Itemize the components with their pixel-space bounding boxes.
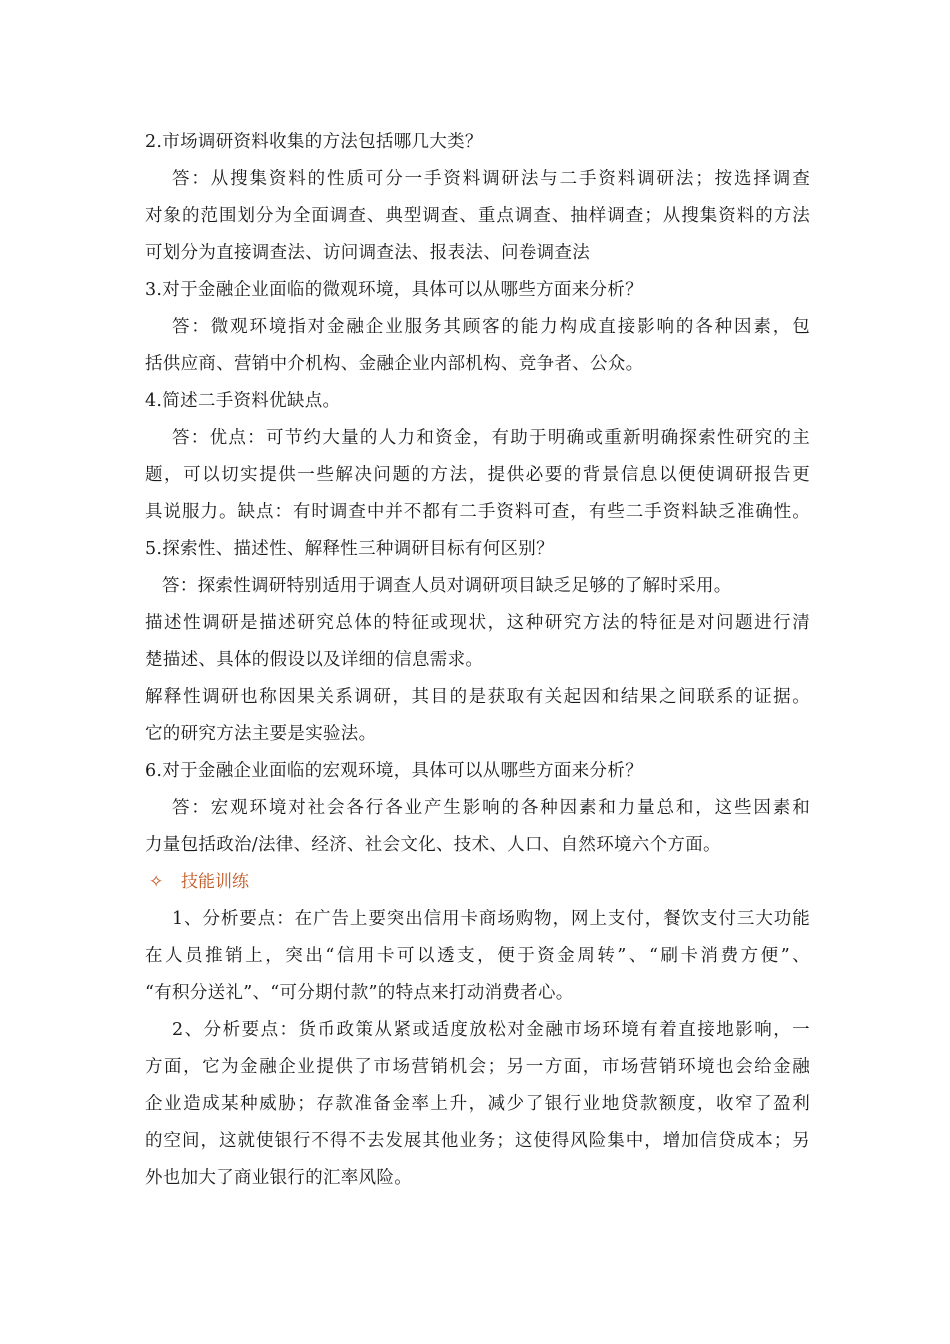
answer-5-line-5: 它的研究方法主要是实验法。	[145, 724, 377, 744]
question-2: 2.市场调研资料收集的方法包括哪几大类？	[145, 132, 483, 152]
answer-3-line-2: 括供应商、营销中介机构、金融企业内部机构、竞争者、公众。	[145, 354, 644, 374]
answer-5-line-4: 解释性调研也称因果关系调研，其目的是获取有关起因和结果之间联系的证据。	[145, 687, 810, 707]
answer-5-line-1: 答：探索性调研特别适用于调查人员对调研项目缺乏足够的了解时采用。	[162, 576, 732, 596]
question-5: 5.探索性、描述性、解释性三种调研目标有何区别？	[145, 539, 554, 559]
answer-2-line-1: 答：从搜集资料的性质可分一手资料调研法与二手资料调研法；按选择调查	[172, 169, 810, 189]
answer-6-line-2: 力量包括政治/法律、经济、社会文化、技术、人口、自然环境六个方面。	[145, 835, 721, 855]
skill-2-line-4: 的空间，这就使银行不得不去发展其他业务；这使得风险集中，增加信贷成本；另	[145, 1131, 810, 1151]
section-title: 技能训练	[181, 872, 249, 892]
question-4: 4.简述二手资料优缺点。	[145, 391, 341, 411]
answer-4-line-2: 题，可以切实提供一些解决问题的方法，提供必要的背景信息以便使调研报告更	[145, 465, 810, 485]
answer-3-line-1: 答：微观环境指对金融企业服务其顾客的能力构成直接影响的各种因素，包	[172, 317, 810, 337]
answer-6-line-1: 答：宏观环境对社会各行各业产生影响的各种因素和力量总和，这些因素和	[172, 798, 810, 818]
skill-2-line-1: 2、分析要点：货币政策从紧或适度放松对金融市场环境有着直接地影响，一	[172, 1020, 810, 1040]
document-page	[145, 124, 810, 1197]
diamond-icon: ✧	[149, 872, 164, 892]
answer-4-line-3: 具说服力。缺点：有时调查中并不都有二手资料可查，有些二手资料缺乏准确性。	[145, 502, 810, 522]
skill-2-line-2: 方面，它为金融企业提供了市场营销机会；另一方面，市场营销环境也会给金融	[145, 1057, 810, 1077]
answer-4-line-1: 答：优点：可节约大量的人力和资金，有助于明确或重新明确探索性研究的主	[172, 428, 810, 448]
skill-1-line-1: 1、分析要点：在广告上要突出信用卡商场购物，网上支付，餐饮支付三大功能	[172, 909, 810, 929]
answer-5-line-3: 楚描述、具体的假设以及详细的信息需求。	[145, 650, 484, 670]
skill-1-line-3: “有积分送礼”、“可分期付款”的特点来打动消费者心。	[145, 983, 574, 1003]
answer-5-line-2: 描述性调研是描述研究总体的特征或现状，这种研究方法的特征是对问题进行清	[145, 613, 810, 633]
skill-1-line-2: 在人员推销上，突出“信用卡可以透支，便于资金周转”、“刷卡消费方便”、	[145, 946, 810, 966]
skill-2-line-3: 企业造成某种威胁；存款准备金率上升，减少了银行业地贷款额度，收窄了盈利	[145, 1094, 810, 1114]
question-6: 6.对于金融企业面临的宏观环境，具体可以从哪些方面来分析？	[145, 761, 643, 781]
answer-2-line-3: 可划分为直接调查法、访问调查法、报表法、问卷调查法	[145, 243, 590, 263]
answer-2-line-2: 对象的范围划分为全面调查、典型调查、重点调查、抽样调查；从搜集资料的方法	[145, 206, 810, 226]
skill-2-line-5: 外也加大了商业银行的汇率风险。	[145, 1168, 412, 1188]
question-3: 3.对于金融企业面临的微观环境，具体可以从哪些方面来分析？	[145, 280, 643, 300]
section-heading-skill-training	[145, 864, 810, 901]
